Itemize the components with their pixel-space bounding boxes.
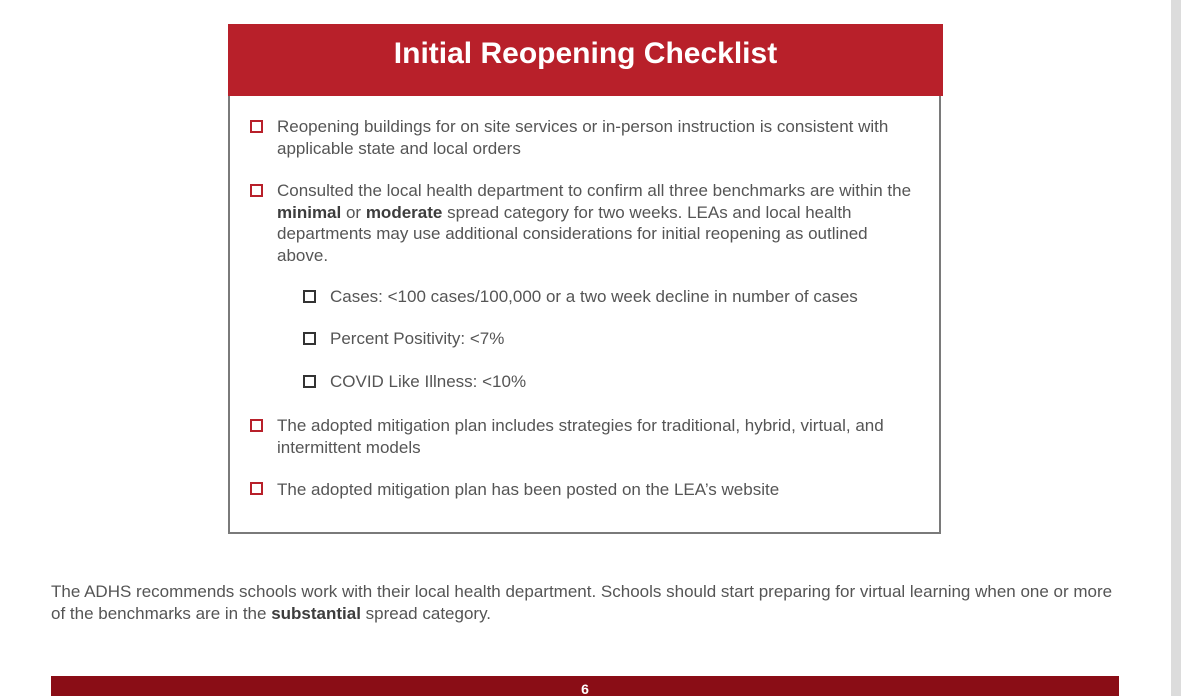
page-number: 6 bbox=[581, 681, 589, 696]
emphasis-moderate: moderate bbox=[365, 202, 443, 222]
adhs-recommendation-text: The ADHS recommends schools work with their local health department. Schools should start preparing for virtual learning when one or more of the benchmarks are in the substantial spread category. bbox=[51, 582, 1113, 623]
checkbox-icon[interactable] bbox=[303, 290, 316, 303]
checklist-item-3: The adopted mitigation plan includes strategies for traditional, hybrid, virtual, and intermittent models bbox=[277, 416, 884, 457]
benchmark-percent-positivity: Percent Positivity: <7% bbox=[330, 329, 505, 348]
checkbox-icon[interactable] bbox=[250, 419, 263, 432]
checklist-item-2: Consulted the local health department to confirm all three benchmarks are within the minimal or moderate spread category for two weeks. LEAs and local health departments may use additional considerations for initial reopening as outlined above. bbox=[277, 181, 912, 265]
checklist-item-4: The adopted mitigation plan has been posted on the LEA’s website bbox=[277, 480, 780, 499]
emphasis-substantial: substantial bbox=[271, 603, 361, 623]
emphasis-minimal: minimal bbox=[277, 202, 342, 222]
benchmark-covid-like-illness: COVID Like Illness: <10% bbox=[330, 372, 527, 391]
checkbox-icon[interactable] bbox=[250, 184, 263, 197]
reopening-checklist bbox=[228, 24, 941, 534]
checklist-title: Initial Reopening Checklist bbox=[228, 24, 943, 96]
checkbox-icon[interactable] bbox=[250, 120, 263, 133]
checkbox-icon[interactable] bbox=[250, 482, 263, 495]
viewer-edge bbox=[1171, 0, 1181, 696]
checkbox-icon[interactable] bbox=[303, 332, 316, 345]
benchmark-cases: Cases: <100 cases/100,000 or a two week decline in number of cases bbox=[330, 287, 858, 306]
page-footer bbox=[51, 676, 1119, 696]
checkbox-icon[interactable] bbox=[303, 375, 316, 388]
checklist-item-1: Reopening buildings for on site services or in-person instruction is consistent with applicable state and local orders bbox=[277, 117, 889, 158]
